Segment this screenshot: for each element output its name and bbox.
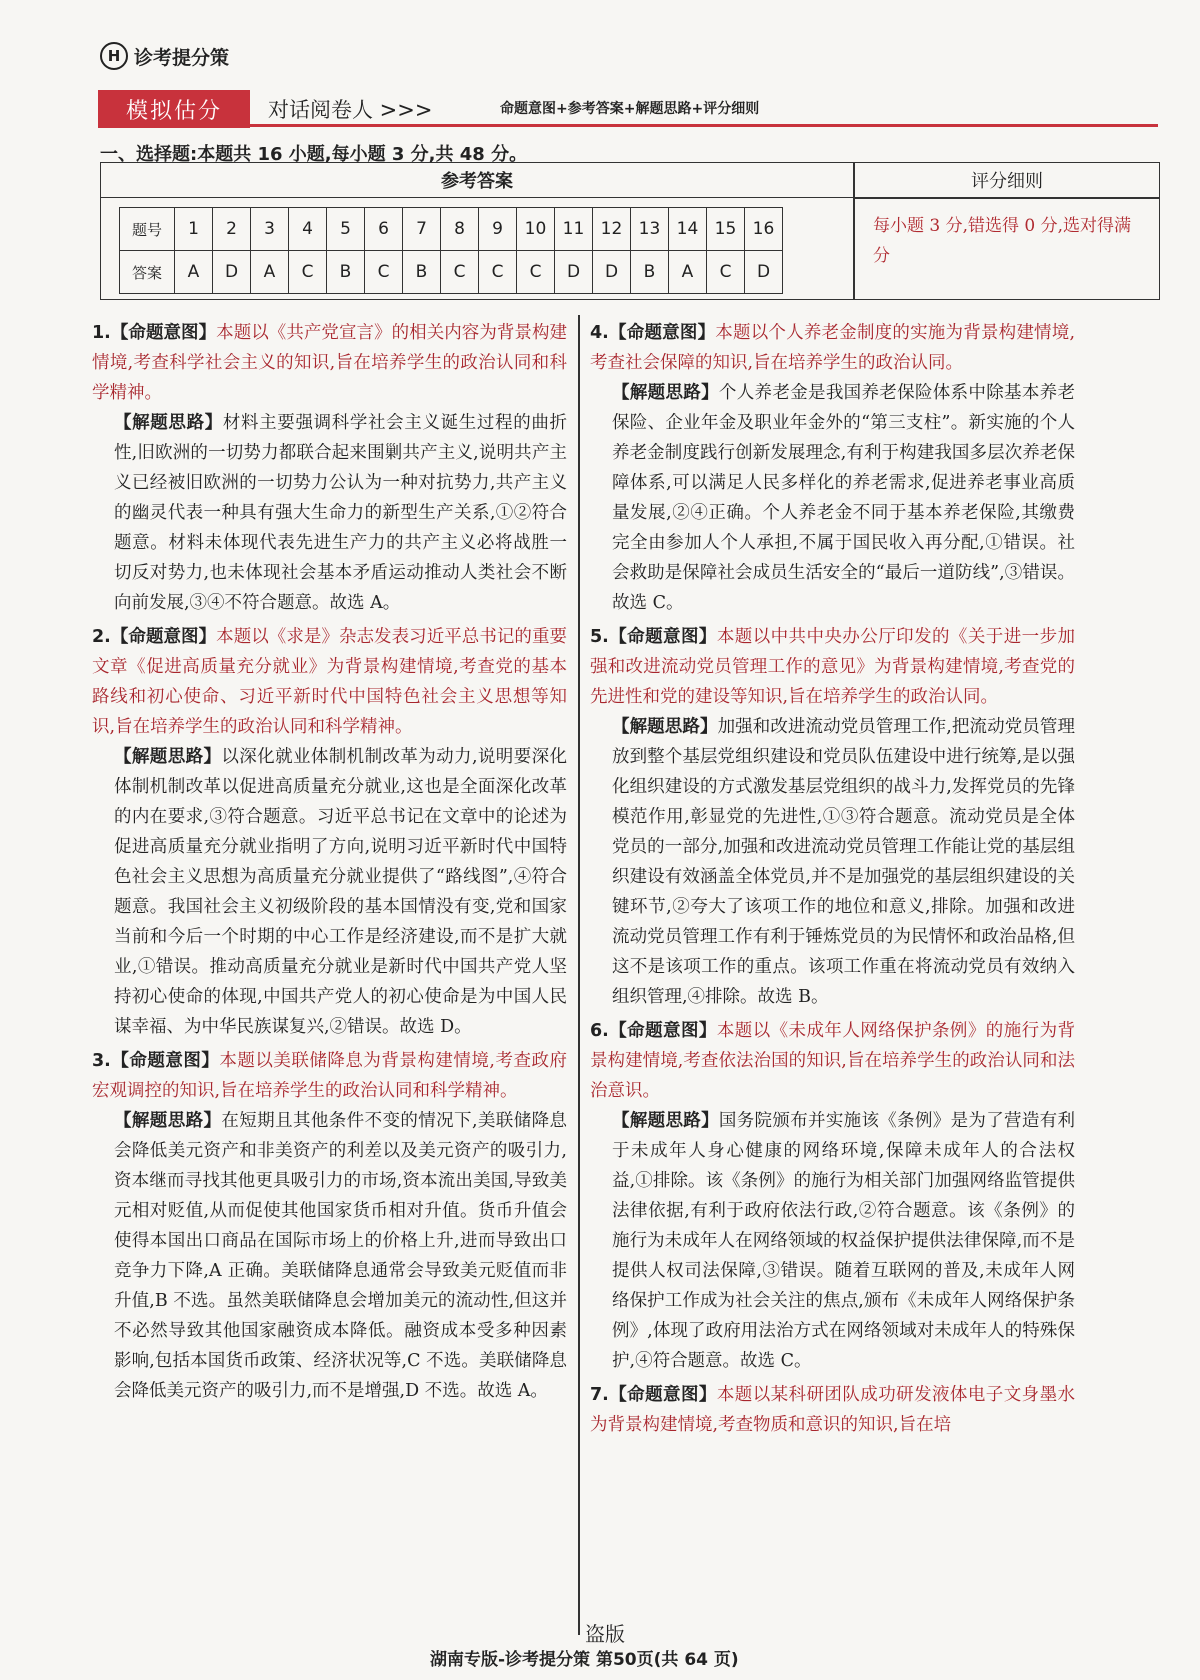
intent-tag: 【命题意图】 <box>608 1385 717 1405</box>
intent-tag: 【命题意图】 <box>110 323 217 343</box>
section-tag: 模拟估分 <box>98 90 250 128</box>
question-block <box>590 1016 1075 1376</box>
right-column <box>590 318 1075 1444</box>
section-title: 对话阅卷人 >>> <box>268 98 433 122</box>
question-number: 2. <box>92 627 111 647</box>
row-label: 题号 <box>120 208 175 251</box>
question-number: 7 <box>403 208 441 251</box>
question-number: 6. <box>590 1021 609 1041</box>
question-number: 10 <box>517 208 555 251</box>
answer-cell: D <box>555 251 593 294</box>
question-number: 8 <box>441 208 479 251</box>
approach-text: 国务院颁布并实施该《条例》是为了营造有利于未成年人身心健康的网络环境,保障未成年人的合法权益,①排除。该《条例》的施行为相关部门加强网络监管提供法律依据,有利于政府依法行政,②符合题意。该《条例》的施行为未成年人在网络领域的权益保护提供法律保障,而不是提供人权司法保障,③错误。随着互联网的普及,未成年人网络保护工作成为社会关注的焦点,颁布《未成年人网络保护条例》,体现了政府用法治方式在网络领域对未成年人的特殊保护,④符合题意。故选 C。 <box>612 1111 1076 1371</box>
approach-tag: 【解题思路】 <box>114 747 222 767</box>
question-number: 5. <box>590 627 609 647</box>
intent-tag: 【命题意图】 <box>608 1021 717 1041</box>
question-block <box>92 318 567 618</box>
question-number: 16 <box>745 208 783 251</box>
question-number: 6 <box>365 208 403 251</box>
question-number: 3. <box>92 1051 111 1071</box>
answer-table <box>119 207 783 294</box>
answer-cell: D <box>745 251 783 294</box>
intent-text: 本题以个人养老金制度的实施为背景构建情境,考查社会保障的知识,旨在培养学生的政治认同。 <box>590 323 1076 373</box>
question-number: 2 <box>213 208 251 251</box>
section-subtitle: 命题意图+参考答案+解题思路+评分细则 <box>500 101 760 117</box>
left-column <box>92 318 567 1410</box>
answer-header: 参考答案 <box>101 163 853 198</box>
answer-cell: A <box>251 251 289 294</box>
question-number: 14 <box>669 208 707 251</box>
answer-cell: B <box>403 251 441 294</box>
question-number: 15 <box>707 208 745 251</box>
question-number: 3 <box>251 208 289 251</box>
brand <box>100 42 229 70</box>
intent-text: 本题以美联储降息为背景构建情境,考查政府宏观调控的知识,旨在培养学生的政治认同和科学精神。 <box>92 1051 568 1101</box>
question-block <box>590 622 1075 1012</box>
answer-cell: C <box>479 251 517 294</box>
brand-logo: H <box>100 42 128 70</box>
answer-cell: C <box>441 251 479 294</box>
question-block <box>92 1046 567 1406</box>
question-number: 12 <box>593 208 631 251</box>
piracy-stamp: 盗版 <box>585 1622 625 1646</box>
rule-header: 评分细则 <box>971 171 1043 192</box>
answer-cell: C <box>289 251 327 294</box>
answer-row <box>120 251 783 294</box>
question-number: 11 <box>555 208 593 251</box>
approach-text: 以深化就业体制机制改革为动力,说明要深化体制机制改革以促进高质量充分就业,这也是全面深化改革的内在要求,③符合题意。习近平总书记在文章中的论述为促进高质量充分就业指明了方向,说明习近平新时代中国特色社会主义思想为高质量充分就业提供了“路线图”,④符合题意。我国社会主义初级阶段的基本国情没有变,党和国家当前和今后一个时期的中心工作是经济建设,而不是扩大就业,①错误。推动高质量充分就业是新时代中国共产党人坚持初心使命的体现,中国共产党人的初心使命是为中国人民谋幸福、为中华民族谋复兴,②错误。故选 D。 <box>114 747 568 1037</box>
approach-text: 加强和改进流动党员管理工作,把流动党员管理放到整个基层党组织建设和党员队伍建设中进行统筹,是以强化组织建设的方式激发基层党组织的战斗力,发挥党员的先锋模范作用,彰显党的先进性,①③符合题意。流动党员是全体党员的一部分,加强和改进流动党员管理工作能让党的基层组织建设有效涵盖全体党员,并不是加强党的基层组织建设的关键环节,②夸大了该项工作的地位和意义,排除。加强和改进流动党员管理工作有利于锤炼党员的为民情怀和政治品格,但这不是该项工作的重点。该项工作重在将流动党员有效纳入组织管理,④排除。故选 B。 <box>612 717 1075 1007</box>
section-bar <box>98 90 1158 128</box>
question-number: 13 <box>631 208 669 251</box>
approach-text: 材料主要强调科学社会主义诞生过程的曲折性,旧欧洲的一切势力都联合起来围剿共产主义,说明共产主义已经被旧欧洲的一切势力公认为一种对抗势力,共产主义的幽灵代表一种具有强大生命力的新型生产关系,①②符合题意。材料未体现代表先进生产力的共产主义必将战胜一切反对势力,也未体现社会基本矛盾运动推动人类社会不断向前发展,③④不符合题意。故选 A。 <box>114 413 567 613</box>
approach-tag: 【解题思路】 <box>612 383 719 403</box>
intent-tag: 【命题意图】 <box>110 627 217 647</box>
answer-cell: C <box>517 251 555 294</box>
answer-cell: A <box>669 251 707 294</box>
intent-tag: 【命题意图】 <box>608 323 716 343</box>
question-number: 1 <box>175 208 213 251</box>
question-number: 7. <box>590 1385 609 1405</box>
intent-text: 本题以某科研团队成功研发液体电子文身墨水为背景构建情境,考查物质和意识的知识,旨在培 <box>590 1385 1076 1435</box>
approach-tag: 【解题思路】 <box>612 717 718 737</box>
answer-cell: B <box>327 251 365 294</box>
scoring-rule: 每小题 3 分,错选得 0 分,选对得满分 <box>873 216 1132 266</box>
question-number: 1. <box>92 323 111 343</box>
intent-text: 本题以《未成年人网络保护条例》的施行为背景构建情境,考查依法治国的知识,旨在培养学生的政治认同和法治意识。 <box>590 1021 1076 1101</box>
answer-cell: A <box>175 251 213 294</box>
question-number: 5 <box>327 208 365 251</box>
intent-tag: 【命题意图】 <box>608 627 717 647</box>
column-divider <box>578 315 580 1635</box>
answer-cell: D <box>213 251 251 294</box>
intent-text: 本题以中共中央办公厅印发的《关于进一步加强和改进流动党员管理工作的意见》为背景构建情境,考查党的先进性和党的建设等知识,旨在培养学生的政治认同。 <box>590 627 1076 707</box>
answer-cell: D <box>593 251 631 294</box>
answer-cell: B <box>631 251 669 294</box>
answer-box <box>100 162 1160 300</box>
question-number: 4. <box>590 323 609 343</box>
divider-line <box>855 197 1159 199</box>
approach-tag: 【解题思路】 <box>612 1111 719 1131</box>
question-block <box>590 1380 1075 1440</box>
page-footer: 湖南专版-诊考提分策 第50页(共 64 页) <box>430 1650 739 1670</box>
section-heading: 一、选择题:本题共 16 小题,每小题 3 分,共 48 分。 <box>100 144 528 165</box>
intent-text: 本题以《共产党宣言》的相关内容为背景构建情境,考查科学社会主义的知识,旨在培养学生的政治认同和科学精神。 <box>92 323 568 403</box>
section-underline <box>250 124 1158 127</box>
answer-cell: C <box>365 251 403 294</box>
question-number: 4 <box>289 208 327 251</box>
row-label: 答案 <box>120 251 175 294</box>
question-number: 9 <box>479 208 517 251</box>
answer-cell: C <box>707 251 745 294</box>
brand-name: 诊考提分策 <box>134 46 230 69</box>
approach-tag: 【解题思路】 <box>114 1111 222 1131</box>
number-row <box>120 208 783 251</box>
question-block <box>92 622 567 1042</box>
approach-tag: 【解题思路】 <box>114 413 223 433</box>
intent-text: 本题以《求是》杂志发表习近平总书记的重要文章《促进高质量充分就业》为背景构建情境,考查党的基本路线和初心使命、习近平新时代中国特色社会主义思想等知识,旨在培养学生的政治认同和科学精神。 <box>92 627 568 737</box>
approach-text: 个人养老金是我国养老保险体系中除基本养老保险、企业年金及职业年金外的“第三支柱”。新实施的个人养老金制度践行创新发展理念,有利于构建我国多层次养老保障体系,可以满足人民多样化的养老需求,促进养老事业高质量发展,②④正确。个人养老金不同于基本养老保险,其缴费完全由参加人个人承担,不属于国民收入再分配,①错误。社会救助是保障社会成员生活安全的“最后一道防线”,③错误。故选 C。 <box>612 383 1076 613</box>
approach-text: 在短期且其他条件不变的情况下,美联储降息会降低美元资产和非美资产的利差以及美元资产的吸引力,资本继而寻找其他更具吸引力的市场,资本流出美国,导致美元相对贬值,从而促使其他国家货币相对升值。货币升值会使得本国出口商品在国际市场上的价格上升,进而导致出口竞争力下降,A 正确。美联储降息通常会导致美元贬值而非升值,B 不选。虽然美联储降息会增加美元的流动性,但这并不必然导致其他国家融资成本降低。融资成本受多种因素影响,包括本国货币政策、经济状况等,C 不选。美联储降息会降低美元资产的吸引力,而不是增强,D 不选。故选 A。 <box>114 1111 568 1401</box>
question-block <box>590 318 1075 618</box>
intent-tag: 【命题意图】 <box>110 1051 220 1071</box>
